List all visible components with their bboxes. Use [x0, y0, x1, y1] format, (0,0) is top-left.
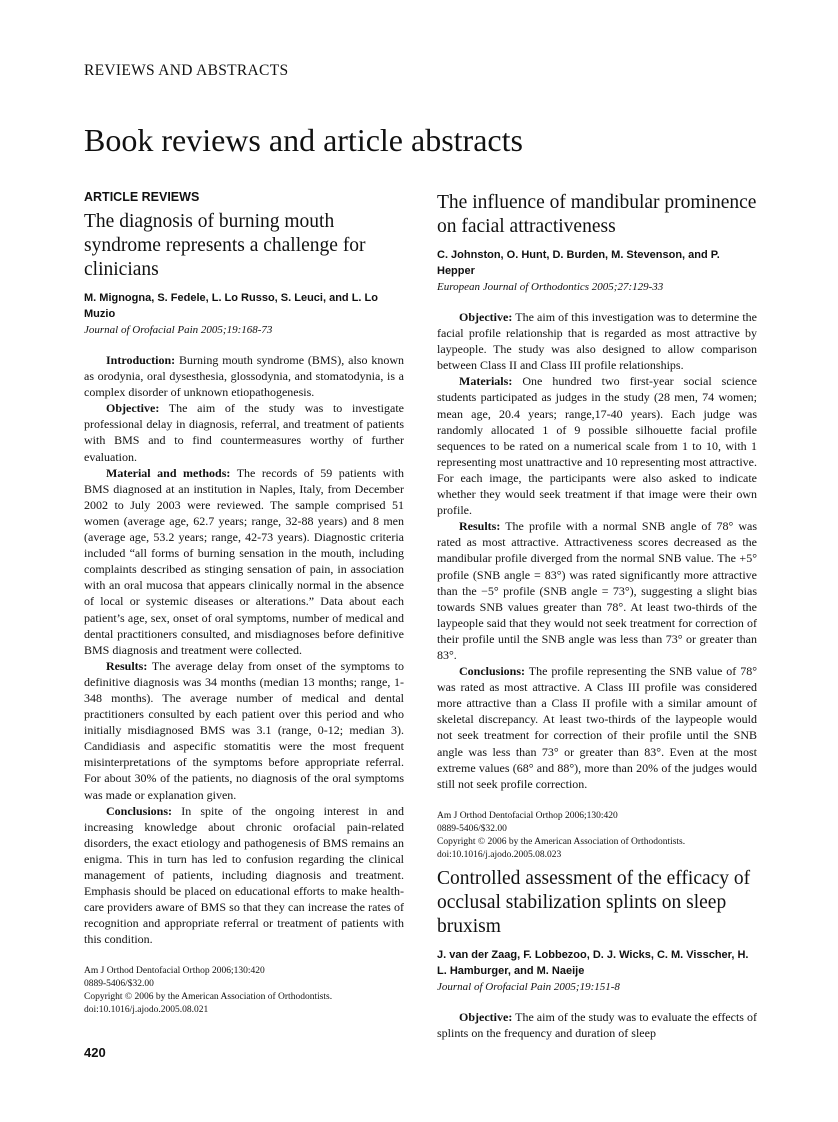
- paragraph-text: In spite of the ongoing interest in and increasing knowledge about chronic orofacial pain-related disorders, the exact etiology and pathogenesis of BMS remains an enigma. This in turn has led to confusion regarding the clinical management of patients, including diagnosis and treatment. Emphasis should be placed on educational efforts to make health-care providers aware of BMS so that they can increase the rates of recognition and appropriate referral or treatment of patients with this condition.: [84, 803, 404, 947]
- article-authors: J. van der Zaag, F. Lobbezoo, D. J. Wicks, C. M. Visscher, H. L. Hamburger, and M. Naeije: [437, 949, 749, 977]
- paragraph-label: Objective:: [459, 310, 513, 324]
- article-1: [84, 190, 404, 1017]
- article-journal: European Journal of Orthodontics 2005;27:129-33: [437, 281, 664, 293]
- article-title: Controlled assessment of the efficacy of occlusal stabilization splints on sleep bruxism: [437, 868, 751, 937]
- article-body: [437, 1009, 757, 1041]
- article-body: [84, 352, 404, 947]
- citation-line: doi:10.1016/j.ajodo.2005.08.021: [84, 1005, 209, 1016]
- abstract-paragraph: [84, 465, 404, 658]
- paragraph-label: Results:: [106, 658, 148, 673]
- page-number: 420: [84, 1045, 106, 1060]
- citation-line: Copyright © 2006 by the American Association of Orthodontists.: [437, 836, 686, 847]
- abstract-paragraph: [84, 803, 404, 948]
- paragraph-text: The profile with a normal SNB angle of 78° was rated as most attractive. Attractiveness scores decreased as the mandibular profile diverged from the normal SNB value. The +5° profile (SNB angle = 83°) was rated significantly more attractive than the −5° profile (SNB angle = 73°), suggesting a slight bias towards SNB values greater than 78°. At least two-thirds of the laypeople said that they would not seek treatment for correction of their profile until the SNB angle was less than 73° or greater than 83°.: [437, 519, 757, 662]
- citation-line: doi:10.1016/j.ajodo.2005.08.023: [437, 849, 562, 860]
- paragraph-text: The average delay from onset of the symptoms to definitive diagnosis was 34 months (median 13 months; range, 1-348 months). The average number of medical and dental practitioners consulted by each patient over this period and who initially misdiagnosed BMS was 3.1 (range, 0-12; median 3). Candidiasis and aspecific stomatitis were the most frequent misinterpretations of the symptoms before appropriate referral. For about 30% of the patients, no diagnosis of the oral symptoms was made or explanation given.: [84, 658, 404, 802]
- paragraph-label: Materials:: [459, 374, 513, 389]
- article-body: [437, 309, 757, 792]
- abstract-paragraph: [437, 1009, 757, 1041]
- article-authors: C. Johnston, O. Hunt, D. Burden, M. Stevenson, and P. Hepper: [437, 249, 720, 277]
- citation-block: [437, 810, 757, 862]
- abstract-paragraph: [437, 518, 757, 663]
- abstract-paragraph: [437, 373, 757, 518]
- paragraph-label: Objective:: [106, 401, 160, 416]
- abstract-paragraph: [437, 663, 757, 792]
- citation-line: 0889-5406/$32.00: [437, 823, 507, 834]
- article-journal: Journal of Orofacial Pain 2005;19:168-73: [84, 324, 273, 336]
- paragraph-text: The aim of the study was to investigate professional delay in diagnosis, referral, and treatment of patients with BMS and to find countermeasures worthy of further evaluation.: [84, 401, 404, 464]
- article-title: The diagnosis of burning mouth syndrome represents a challenge for clinicians: [84, 211, 366, 280]
- article-authors: M. Mignogna, S. Fedele, L. Lo Russo, S. Leuci, and L. Lo Muzio: [84, 292, 378, 320]
- paragraph-text: One hundred two first-year social science students participated as judges in the study (28 men, 74 women; mean age, 20.4 years; range,17-40 years). Each judge was randomly allocated 1 of 9 possible silhouette facial profile sequences to be rated on a numerical scale from 1 to 10, with 1 representing most unattractive and 10 representing most attractive. For each image, the participants were also asked to indicate whether they would seek treatment if that image were their own profile.: [437, 374, 757, 518]
- paragraph-label: Conclusions:: [459, 664, 526, 679]
- section-heading: ARTICLE REVIEWS: [84, 190, 200, 204]
- abstract-paragraph: [84, 352, 404, 400]
- paragraph-label: Introduction:: [106, 353, 176, 367]
- citation-block: [84, 965, 404, 1017]
- paragraph-text: The profile representing the SNB value of 78° was rated as most attractive. A Class III profile was considered more attractive than a Class II profile with a similar amount of skeletal discrepancy. At least two-thirds of the laypeople would not seek treatment for correction of their profile until the SNB angle was less than 73° or greater than 83°. Even at the most extreme values (68° and 88°), more than 20% of the judges would still not seek profile correction.: [437, 664, 757, 791]
- citation-line: 0889-5406/$32.00: [84, 979, 154, 990]
- paragraph-text: The aim of this investigation was to determine the facial profile relationship that is regarded as most attractive by laypeople. The study was also designed to allow comparison between Class II and Class III profile relationships.: [437, 310, 757, 373]
- article-journal: Journal of Orofacial Pain 2005;19:151-8: [437, 981, 620, 993]
- abstract-paragraph: [84, 400, 404, 464]
- paragraph-text: The aim of the study was to evaluate the effects of splints on the frequency and duration of sleep: [437, 1010, 757, 1041]
- abstract-paragraph: [84, 658, 404, 803]
- article-title: The influence of mandibular prominence on facial attractiveness: [437, 192, 757, 237]
- page-title: Book reviews and article abstracts: [84, 122, 523, 158]
- abstract-paragraph: [437, 309, 757, 373]
- article-3: [437, 867, 757, 1041]
- paragraph-label: Material and methods:: [106, 465, 231, 480]
- citation-line: Copyright © 2006 by the American Association of Orthodontists.: [84, 992, 333, 1003]
- paragraph-label: Conclusions:: [106, 803, 173, 818]
- paragraph-label: Objective:: [459, 1010, 513, 1024]
- citation-line: Am J Orthod Dentofacial Orthop 2006;130:420: [437, 810, 618, 821]
- paragraph-label: Results:: [459, 519, 501, 534]
- paragraph-text: Burning mouth syndrome (BMS), also known as orodynia, oral dysesthesia, glossodynia, and stomatodynia, is a complex disorder of unknown etiopathogenesis.: [84, 353, 404, 400]
- citation-line: Am J Orthod Dentofacial Orthop 2006;130:420: [84, 966, 265, 977]
- running-head: REVIEWS AND ABSTRACTS: [84, 62, 289, 79]
- article-2: [437, 191, 757, 862]
- paragraph-text: The records of 59 patients with BMS diagnosed at an institution in Naples, Italy, from December 2002 to July 2003 were reviewed. The sample comprised 51 women (average age, 62.7 years; range, 32-88 years) and 8 men (average age, 53.2 years; range, 42-73 years). Diagnostic criteria included “all forms of burning sensation in the mouth, including complaints described as stinging sensation of pain, in association with an oral mucosa that appears clinically normal in the absence of local or systemic diseases or alterations.” Data about each patient’s age, sex, onset of oral symptoms, number of medical and dental practitioners consulted, and misdiagnoses before definitive BMS diagnosis and treatment were collected.: [84, 465, 404, 657]
